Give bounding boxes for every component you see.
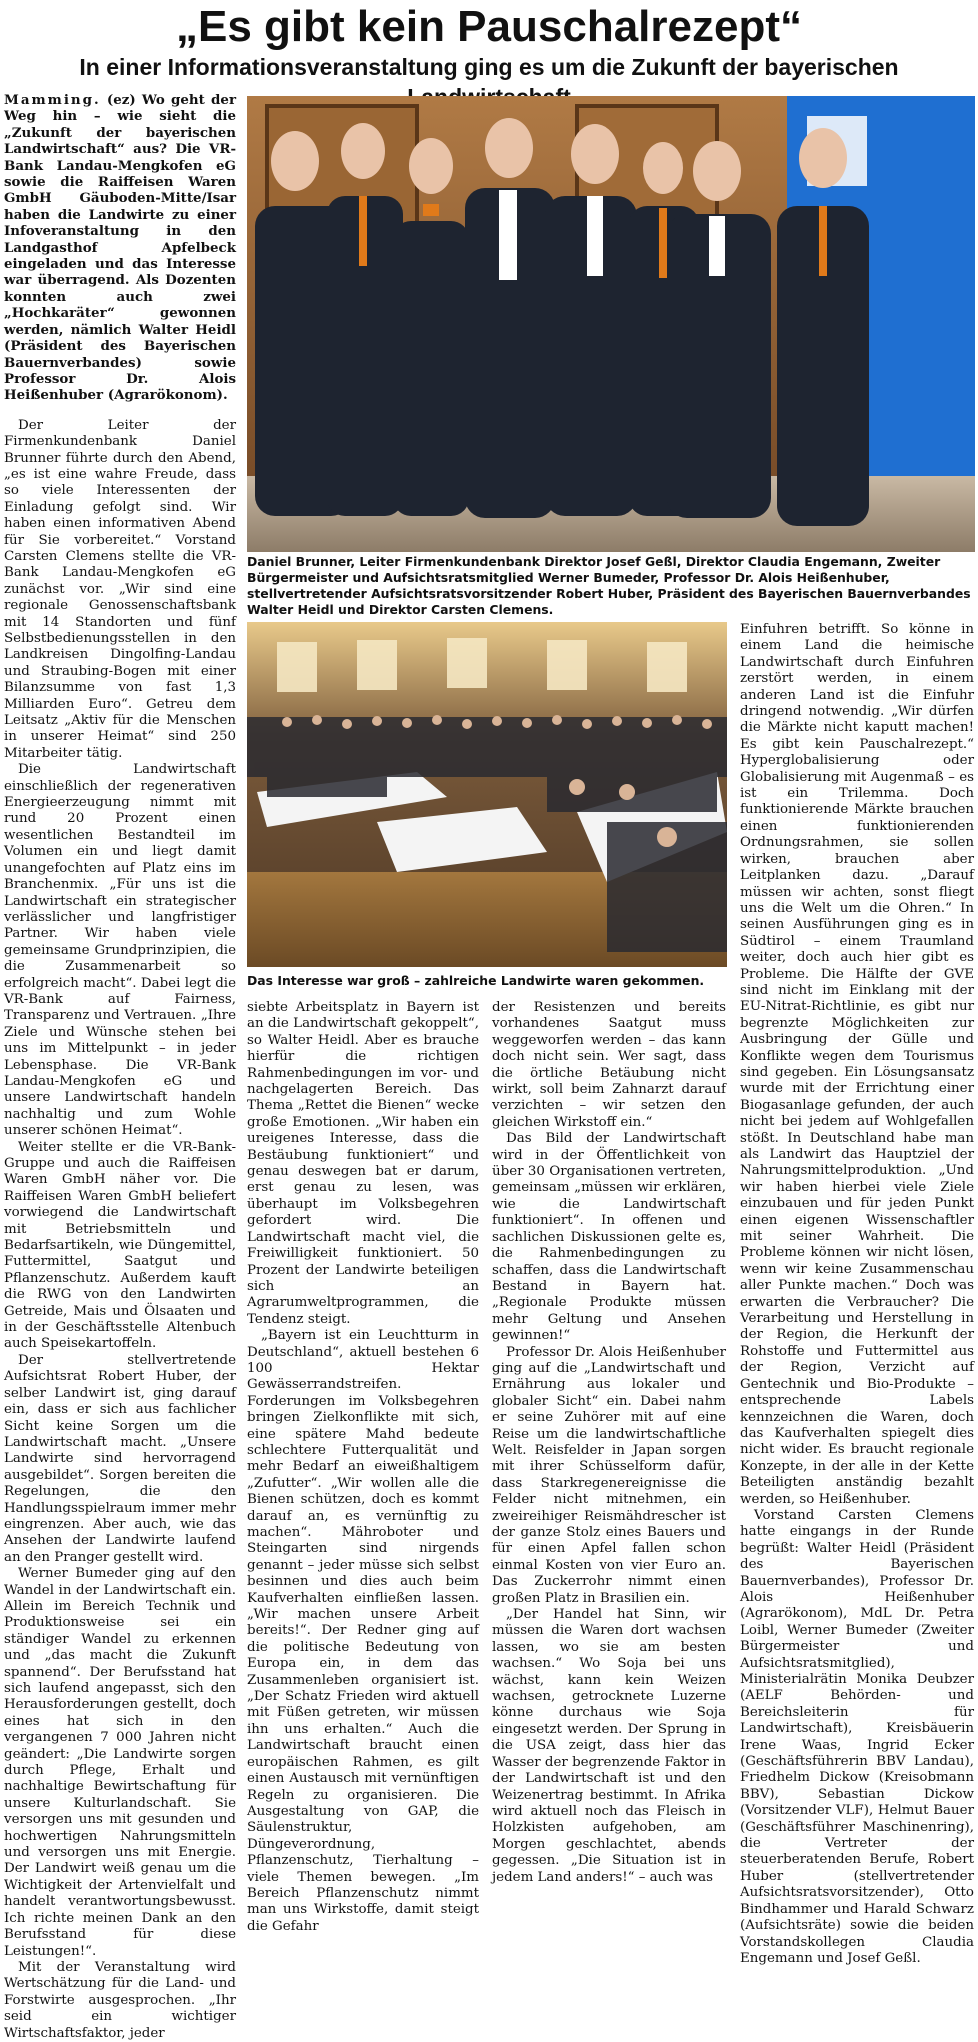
audience-photo-image bbox=[247, 622, 727, 967]
audience-photo-caption: Das Interesse war groß – zahlreiche Landwirte waren gekommen. bbox=[247, 973, 705, 988]
lead-text: (ez) Wo geht der Weg hin – wie sieht die „Zukunft der bayerischen Landwirtschaft“ aus? Die VR-Bank Landau-Mengkofen eG sowie die Raiffeisen Waren GmbH Gäuboden-Mitte/Isar haben die Landwirte zu einer Infoveranstaltung in den Landgasthof Apfelbeck eingeladen und das Interesse war überragend. Als Dozenten konnten auch zwei „Hochkaräter“ gewonnen werden, nämlich Walter Heidl (Präsident des Bayerischen Bauernverbandes) sowie Professor Dr. Alois Heißenhuber (Agrarökonom). bbox=[4, 92, 236, 404]
paragraph: Mit der Veranstaltung wird Wertschätzung für die Land- und Forstwirte ausgesprochen. „Ihr seid ein wichtiger Wirtschaftsfaktor, jeder bbox=[4, 1959, 236, 2041]
paragraph: Das Bild der Landwirtschaft wird in der Öffentlichkeit von über 30 Organisationen vertreten, gemeinsam „müssen wir erklären, wie die Landwirtschaft funktioniert“. In offenen und sachlichen Diskussionen gelte es, die Rahmenbedingungen zu schaffen, dass die Landwirtschaft Bestand in Bayern hat. „Regionale Produkte müssen mehr Geltung und Ansehen gewinnen!“ bbox=[492, 1131, 726, 1344]
article-column-1 bbox=[4, 92, 236, 2042]
paragraph: der Resistenzen und bereits vorhandenes Saatgut muss weggeworfen werden – das kann doch nicht sein. Wer sagt, dass die örtliche Betäubung nicht wirkt, soll beim Zahnarzt darauf verzichten – wir setzen den gleichen Wirkstoff ein.“ bbox=[492, 1000, 726, 1130]
paragraph: Der Leiter der Firmenkundenbank Daniel Brunner führte durch den Abend, „es ist eine wahre Freude, dass so viele Interessenten der Einladung gefolgt sind. Wir haben einen informativen Abend für Sie vorbereitet.“ Vorstand Carsten Clemens stellte die VR-Bank Landau-Mengkofen eG zunächst vor. „Wir sind eine regionale Genossenschaftsbank mit 14 Standorten und fünf Selbstbedienungsstellen in den Landkreisen Dingolfing-Landau und Straubing-Bogen mit einer Bilanzsumme von fast 1,3 Milliarden Euro“. Getreu dem Leitsatz „Aktiv für die Menschen in unserer Heimat“ sind 250 Mitarbeiter tätig. bbox=[4, 417, 236, 761]
paragraph: Weiter stellte er die VR-Bank-Gruppe und auch die Raiffeisen Waren GmbH näher vor. Die Raiffeisen Waren GmbH beliefert vorwiegend die Landwirtschaft mit Betriebsmitteln und Bedarfsartikeln, wie Düngemittel, Futtermittel, Saatgut und Pflanzenschutz. Außerdem kauft die RWG von den Landwirten Getreide, Mais und Ölsaaten und in der Geschäftsstelle Altenbuch auch Speisekartoffeln. bbox=[4, 1139, 236, 1352]
paragraph: Die Landwirtschaft einschließlich der regenerativen Energieerzeugung nimmt mit rund 20 Prozent einen wesentlichen Bestandteil im Volumen ein und liegt damit unangefochten auf Platz eins im Branchenmix. „Für uns ist die Landwirtschaft ein strategischer verlässlicher und langfristiger Partner. Wir haben viele gemeinsame Grundprinzipien, die die Zusammenarbeit so erfolgreich macht“. Dabei legt die VR-Bank auf Fairness, Transparenz und Vertrauen. „Ihre Ziele und Wünsche stehen bei uns im Mittelpunkt – in jeder Lebensphase. Die VR-Bank Landau-Mengkofen eG und unsere Landwirtschaft handeln nachhaltig und zum Wohle unserer schönen Heimat“. bbox=[4, 762, 236, 1139]
dateline: Mamming. bbox=[4, 92, 101, 108]
paragraph: „Der Handel hat Sinn, wir müssen die Waren dort wachsen lassen, wo sie am besten wachsen.“ Wo Soja bei uns wächst, kann kein Weizen wachsen, getrocknete Luzerne könne durchaus wie Soja eingesetzt werden. Der Sprung in die USA zeigt, dass hier das Wasser der begrenzende Faktor in der Landwirtschaft ist und den Weizenertrag bestimmt. In Afrika wird aktuell noch das Fleisch in Holzkisten aufgehoben, am Morgen geschlachtet, abends gegessen. „Die Situation ist in jedem Land anders!“ – auch was bbox=[492, 1607, 726, 1885]
paragraph: Vorstand Carsten Clemens hatte eingangs in der Runde begrüßt: Walter Heidl (Präsident des Bayerischen Bauernverbandes), Professor Dr. Alois Heißenhuber (Agrarökonom), MdL Dr. Petra Loibl, Werner Bumeder (Zweiter Bürgermeister und Aufsichtsratsmitglied), Ministerialrätin Monika Deubzer (AELF Behörden- und Bereichsleiterin für Landwirtschaft), Kreisbäuerin Irene Waas, Ingrid Ecker (Geschäftsführerin BBV Landau), Friedhelm Dickow (Kreisobmann BBV), Sebastian Dickow (Vorsitzender VLF), Helmut Bauer (Geschäftsführer Maschinenring), die Vertreter der steuerberatenden Berufe, Robert Huber (stellvertretender Aufsichtsratsvorsitzender), Otto Bindhammer und Harald Schwarz (Aufsichtsräte) sowie die beiden Vorstandskollegen Claudia Engemann und Josef Geßl. bbox=[740, 1507, 974, 1966]
group-photo-image bbox=[247, 96, 975, 552]
lead-paragraph bbox=[4, 92, 236, 404]
article-column-4 bbox=[740, 622, 974, 1967]
audience-photo bbox=[247, 622, 727, 967]
group-photo-caption: Daniel Brunner, Leiter Firmenkundenbank Direktor Josef Geßl, Direktor Claudia Engemann, Zweiter Bürgermeister und Aufsichtsratsmitglied Werner Bumeder, Professor Dr. Alois Heißenhuber, stellvertretender Aufsichtsratsvorsitzender Robert Huber, Präsident des Bayerischen Bauernverbandes Walter Heidl und Direktor Carsten Clemens. bbox=[247, 554, 971, 617]
subheadline: In einer Informationsveranstaltung ging es um die Zukunft der bayerischen bbox=[79, 54, 899, 80]
headline: „Es gibt kein Pauschalrezept“ bbox=[176, 2, 802, 51]
paragraph: Der stellvertretende Aufsichtsrat Robert Huber, der selber Landwirt ist, ging darauf ein, dass er sich aus fachlicher Sicht keine Sorgen um die Landwirtschaft macht. „Unsere Landwirte sind hervorragend ausgebildet“. Sorgen bereiten die Regelungen, die den Handlungsspielraum immer mehr eingrenzen. Aber auch, wie das Ansehen der Landwirte laufend an den Pranger gestellt wird. bbox=[4, 1352, 236, 1565]
paragraph: Professor Dr. Alois Heißenhuber ging auf die „Landwirtschaft und Ernährung aus lokaler und globaler Sicht“ ein. Dabei nahm er seine Zuhörer mit auf eine Reise um die landwirtschaftliche Welt. Reisfelder in Japan sorgen mit ihrer Schüsselform dafür, dass Starkregenereignisse die Felder nicht mitnehmen, ein zweireihiger Reismähdrescher ist der ganze Stolz eines Bauers und für einen Apfel fallen schon einmal Kosten von vier Euro an. Das Zuckerrohr nimmt einen großen Platz in Brasilien ein. bbox=[492, 1344, 726, 1606]
paragraph: Werner Bumeder ging auf den Wandel in der Landwirtschaft ein. Allein im Bereich Technik und Produktionsweise sei ein ständiger Wandel zu erkennen und „das macht die Zukunft spannend“. Der Berufsstand hat sich laufend angepasst, sich den Herausforderungen gestellt, doch eines hat sich in den vergangenen 7 000 Jahren nicht geändert: „Die Landwirte sorgen durch Pflege, Erhalt und nachhaltige Bewirtschaftung für unsere Kulturlandschaft. Sie versorgen uns mit gesunden und hochwertigen Nahrungsmitteln und versorgen uns mit Energie. Der Landwirt weiß genau um die Wichtigkeit der Artenvielfalt und handelt verantwortungsbewusst. Ich richte meinen Dank an den Berufsstand für diese Leistungen!“. bbox=[4, 1566, 236, 1959]
paragraph: siebte Arbeitsplatz in Bayern ist an die Landwirtschaft gekoppelt“, so Walter Heidl. Aber es brauche hierfür die richtigen Rahmenbedingungen im vor- und nachgelagerten Bereich. Das Thema „Rettet die Bienen“ wecke große Emotionen. „Wir haben ein ureigenes Interesse, dass die Bestäubung funktioniert“ und genau deswegen bat er darum, erst genau zu lesen, was überhaupt im Volksbegehren gefordert wird. Die Landwirtschaft macht viel, die Freiwilligkeit funktioniert. 50 Prozent der Landwirte beteiligen sich an Agrarumweltprogrammen, die Tendenz steigt. bbox=[247, 1000, 479, 1327]
paragraph: „Bayern ist ein Leuchtturm in Deutschland“, aktuell bestehen 6 100 Hektar Gewässerrandstreifen. Forderungen im Volksbegehren bringen Zielkonflikte mit sich, eine spätere Mahd bedeute schlechtere Futterqualität und mehr Bedarf an eiweißhaltigem „Zufutter“. „Wir wollen alle die Bienen schützen, doch es kommt darauf an, es vernünftig zu machen“. Mähroboter und Steingarten sind nirgends genannt – jeder müsse sich selbst besinnen und dies auch beim Kaufverhalten einfließen lassen. „Wir machen unsere Arbeit bereits!“. Der Redner ging auf die politische Bedeutung von Europa ein, in dem das Zusammenleben organisiert ist. „Der Schatz Frieden wird aktuell mit Füßen getreten, wir müssen ihn uns erhalten.“ Auch die Landwirtschaft braucht einen europäischen Rahmen, es gilt einen Austausch mit vernünftigen Regeln zu organisieren. Die Ausgestaltung von GAP, die Säulenstruktur, Düngeverordnung, Pflanzenschutz, Tierhaltung – viele Themen bewegen. „Im Bereich Pflanzenschutz nimmt man uns Wirkstoffe, damit steigt die Gefahr bbox=[247, 1328, 479, 1934]
paragraph: Einfuhren betrifft. So könne in einem Land die heimische Landwirtschaft durch Einfuhren zerstört werden, in einem anderen Land ist die Einfuhr dringend notwendig. „Wir dürfen die Märkte nicht kaputt machen! Es gibt kein Pauschalrezept.“ Hyperglobalisierung oder Globalisierung mit Augenmaß – es ist ein Trilemma. Doch funktionierende Märkte brauchen einen funktionierenden Ordnungsrahmen, sie sollen wirken, brauchen aber Leitplanken dazu. „Darauf müssen wir achten, sonst fliegt uns die Welt um die Ohren.“ In seinen Ausführungen ging es in Südtirol – einem Traumland weiter, doch auch hier gibt es Probleme. Die Hälfte der GVE sind nicht im Einklang mit der EU-Nitrat-Richtlinie, es gibt nur begrenzte Möglichkeiten zur Ausbringung der Gülle und Konflikte wegen dem Tourismus sind gegeben. Ein Lösungsansatz wurde mit der Errichtung einer Biogasanlage gefunden, der auch nicht bei jedem auf Wohlgefallen stößt. In Deutschland habe man als Landwirt das Hauptziel der Nahrungsmittelproduktion. „Und wir haben hierbei viele Ziele einzubauen und für jeden Punkt einen eigenen Wissenschaftler mit seiner Wahrheit. Die Probleme können wir nicht lösen, wenn wir keine Zusammenschau aller Punkte machen.“ Doch was erwarten die Verbraucher? Die Verarbeitung und Herstellung in der Region, die Herkunft der Rohstoffe und Futtermittel aus der Region, Verzicht auf Gentechnik und Bio-Produkte – entsprechende Labels kennzeichnen die Waren, doch das Kaufverhalten spiegelt dies nicht wider. Es braucht regionale Konzepte, in der alle in der Kette Beteiligten anständig bezahlt werden, so Heißenhuber. bbox=[740, 622, 974, 1507]
group-photo bbox=[247, 96, 975, 552]
article-column-3 bbox=[492, 1000, 726, 1886]
article-column-2 bbox=[247, 1000, 479, 1935]
